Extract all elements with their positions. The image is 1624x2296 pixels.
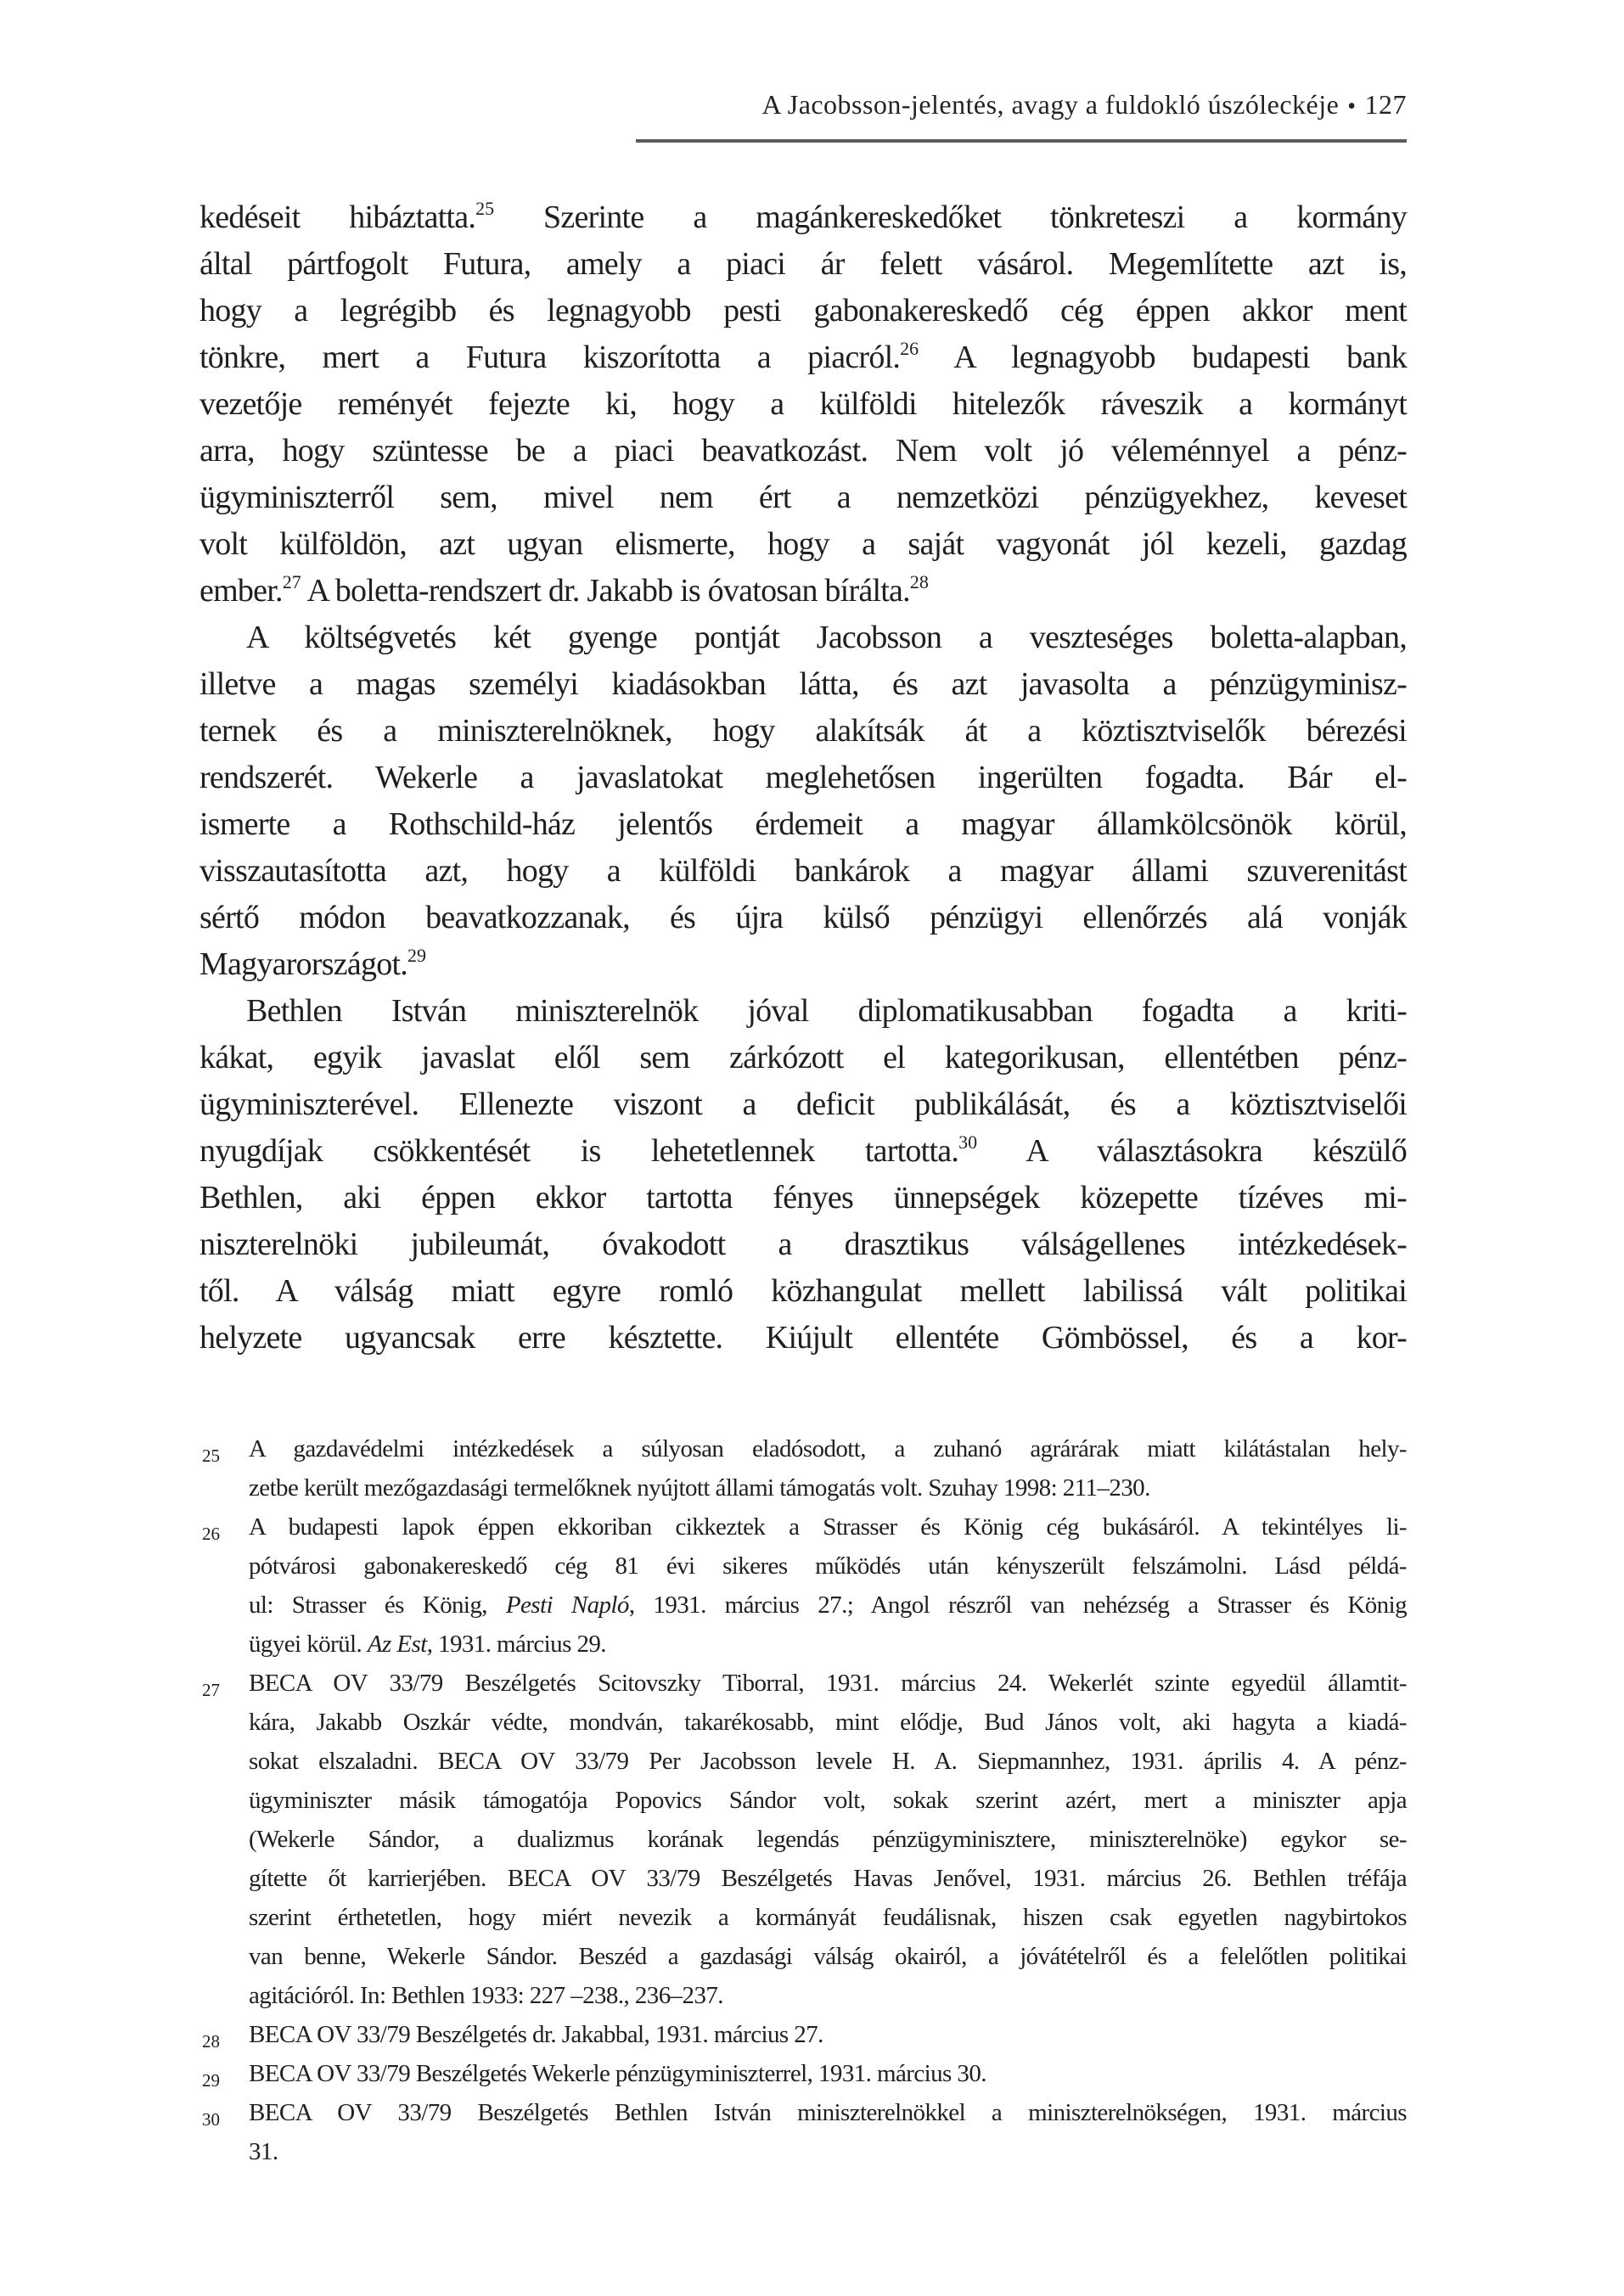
body-line: ternek és a miniszterelnöknek, hogy alakítsák át a köztisztviselők bérezési [199,713,1407,749]
footnote-line: A budapesti lapok éppen ekkoriban cikkeztek a Strasser és König cég bukásáról. A tekintélyes li- [249,1513,1407,1541]
footnote-line: ügyminiszter másik támogatója Popovics Sándor volt, sokak szerint azért, mert a miniszter apja [249,1787,1407,1814]
body-line: niszterelnöki jubileumát, óvakodott a drasztikus válságellenes intézkedések- [199,1227,1407,1262]
body-line: vezetője reményét fejezte ki, hogy a külföldi hitelezők ráveszik a kormányt [199,386,1407,422]
footnote-number: 28 [202,2031,220,2052]
body-line: ügyminiszterével. Ellenezte viszont a deficit publikálását, és a köztisztviselői [199,1086,1407,1122]
footnote-line: van benne, Wekerle Sándor. Beszéd a gazdasági válság okairól, a jóvátételről és a felelőtlen politikai [249,1943,1407,1970]
header-bullet: • [1347,93,1357,120]
body-line: ember.$^{27}$ A boletta-rendszert dr. Jakabb is óvatosan bírálta.$^{28}$ [199,571,929,609]
footnote-number: 29 [202,2070,220,2091]
footnote-line: A gazdavédelmi intézkedések a súlyosan eladósodott, a zuhanó agrárárak miatt kilátástalan hely- [249,1435,1407,1462]
footnote-line: sokat elszaladni. BECA OV 33/79 Per Jacobsson levele H. A. Siepmannhez, 1931. április 4. A pénz- [249,1748,1407,1775]
footnote-line: szerint érthetetlen, hogy miért nevezik a kormányát feudálisnak, hiszen csak egyetlen nagybirtokos [249,1904,1407,1931]
footnote-number: 26 [202,1524,220,1544]
body-line: rendszerét. Wekerle a javaslatokat meglehetősen ingerülten fogadta. Bár el- [199,760,1407,795]
body-line: nyugdíjak csökkentését is lehetetlennek tartotta.$^{30}$ A választásokra készülő [199,1131,1407,1169]
body-line: Bethlen István miniszterelnök jóval diplomatikusabban fogadta a kriti- [246,993,1407,1029]
running-header [199,87,1407,124]
footnote-line: ul: Strasser és König, Pesti Napló, 1931. március 27.; Angol részről van nehézség a Strasser és König [249,1591,1407,1619]
footnote-ref: 30 [958,1131,978,1153]
body-line: A költségvetés két gyenge pontját Jacobsson a veszteséges boletta-alapban, [246,620,1407,655]
footnote-item [199,1507,1407,1664]
page-number: 127 [1364,89,1407,120]
body-line: volt külföldön, azt ugyan elismerte, hogy a saját vagyonát jól kezeli, gazdag [199,526,1407,562]
body-line: sértő módon beavatkozzanak, és újra külső pénzügyi ellenőrzés alá vonják [199,900,1407,935]
footnote-number: 30 [202,2109,220,2130]
footnote-number: 27 [202,1680,220,1700]
body-line: ismerte a Rothschild-ház jelentős érdemeit a magyar államkölcsönök körül, [199,806,1407,842]
body-line: kedéseit hibáztatta.$^{25}$ Szerinte a magánkereskedőket tönkreteszi a kormány [199,198,1407,235]
footnote-line: BECA OV 33/79 Beszélgetés Bethlen István miniszterelnökkel a miniszterelnökségen, 1931. március [249,2099,1407,2126]
footnote-item [199,1429,1407,1507]
body-line: Bethlen, aki éppen ekkor tartotta fényes ünnepségek közepette tízéves mi- [199,1180,1407,1215]
body-line: tönkre, mert a Futura kiszorította a piacról.$^{26}$ A legnagyobb budapesti bank [199,338,1407,375]
footnote-item [199,2054,1407,2093]
body-line: Magyarországot.$^{29}$ [199,945,427,982]
footnote-line: BECA OV 33/79 Beszélgetés Scitovszky Tiborral, 1931. március 24. Wekerlét szinte egyedül államtit- [249,1670,1407,1697]
footnote-item [199,2093,1407,2171]
footnote-item [199,2015,1407,2054]
footnote-ref: 27 [282,571,301,592]
footnote-ref: 25 [475,198,495,219]
body-line: illetve a magas személyi kiadásokban látta, és azt javasolta a pénzügyminisz- [199,666,1407,702]
footnote-line: zetbe került mezőgazdasági termelőknek nyújtott állami támogatás volt. Szuhay 1998: 211–230. [249,1474,1150,1502]
body-line: kákat, egyik javaslat elől sem zárkózott el kategorikusan, ellentétben pénz- [199,1040,1407,1075]
footnote-item [199,1664,1407,2015]
body-line: által pártfogolt Futura, amely a piaci ár felett vásárol. Megemlítette azt is, [199,246,1407,282]
footnote-number: 25 [202,1446,220,1466]
footnote-line: 31. [249,2138,278,2165]
body-line: helyzete ugyancsak erre késztette. Kiújult ellentéte Gömbössel, és a kor- [199,1320,1407,1356]
footnote-ref: 26 [900,338,919,359]
header-rule [636,139,1407,143]
body-text [199,194,1407,1361]
footnote-line: ügyei körül. Az Est, 1931. március 29. [249,1631,606,1658]
italic-title: Pesti Napló [505,1591,629,1619]
footnote-line: kára, Jakabb Oszkár védte, mondván, takarékosabb, mint elődje, Bud János volt, aki hagyta a kiadá- [249,1709,1407,1736]
footnotes-section [199,1429,1407,2171]
body-line: től. A válság miatt egyre romló közhangulat mellett labilissá vált politikai [199,1273,1407,1309]
body-line: hogy a legrégibb és legnagyobb pesti gabonakereskedő cég éppen akkor ment [199,293,1407,328]
footnote-line: pótvárosi gabonakereskedő cég 81 évi sikeres működés után kényszerült felszámolni. Lásd példá- [249,1552,1407,1580]
footnote-line: BECA OV 33/79 Beszélgetés dr. Jakabbal, 1931. március 27. [249,2021,823,2048]
body-line: ügyminiszterről sem, mivel nem ért a nemzetközi pénzügyekhez, keveset [199,480,1407,515]
footnote-line: BECA OV 33/79 Beszélgetés Wekerle pénzügyminiszterrel, 1931. március 30. [249,2060,986,2087]
running-header-title: A Jacobsson-jelentés, avagy a fuldokló úszóleckéje [761,89,1340,120]
body-line: arra, hogy szüntesse be a piaci beavatkozást. Nem volt jó véleménnyel a pénz- [199,433,1407,469]
footnote-line: gítette őt karrierjében. BECA OV 33/79 Beszélgetés Havas Jenővel, 1931. március 26. Bethlen tréfája [249,1865,1407,1892]
footnote-line: (Wekerle Sándor, a dualizmus korának legendás pénzügyminisztere, miniszterelnöke) egykor se- [249,1826,1407,1853]
footnote-ref: 28 [909,571,929,592]
italic-title: Az Est [367,1631,427,1658]
footnote-ref: 29 [407,945,427,966]
footnote-line: agitációról. In: Bethlen 1933: 227 –238., 236–237. [249,1982,723,2009]
body-line: visszautasította azt, hogy a külföldi bankárok a magyar állami szuverenitást [199,853,1407,889]
